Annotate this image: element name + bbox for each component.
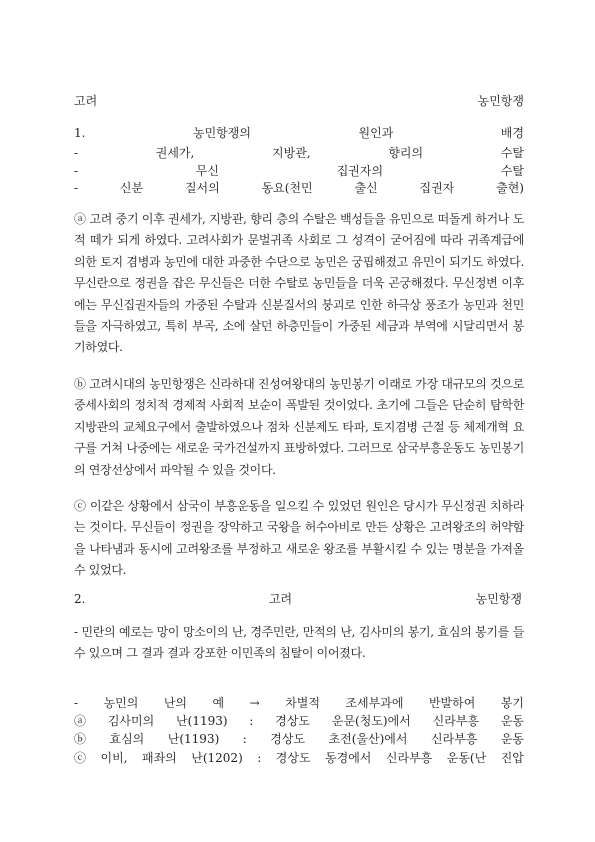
heading-word: 2. bbox=[74, 592, 86, 606]
list-word: 진압 bbox=[500, 751, 524, 765]
bullet-word: 동요(천민 bbox=[261, 181, 313, 195]
header-right: 농민항쟁 bbox=[477, 94, 524, 108]
list-word: : bbox=[242, 732, 247, 746]
list-word: 신라부흥 bbox=[430, 732, 478, 746]
list-word: 운동 bbox=[500, 732, 524, 746]
paragraph-b: ⓑ 고려시대의 농민항쟁은 신라하대 진성여왕대의 농민봉기 이래로 가장 대규모의 것으로 중세사회의 정치적 경제적 사회적 보순이 폭발된 것이었다. 초기에 그들은 단순히 탐학한 지방관의 교체요구에서 출발하였으나 점차 신분제도 타파, 토지겸병 근절 등 체제개혁 요구를 거쳐 나중에는 새로운 국가건설까지 표방하였다. 그러므로 삼국부흥운동도 농민봉기의 연장선상에서 파악될 수 있을 것이다. bbox=[74, 377, 524, 477]
heading-word: 고려 bbox=[268, 592, 293, 606]
list-word: - bbox=[74, 696, 79, 710]
list-word: 패좌의 bbox=[141, 751, 177, 765]
bullet-word: 출신 bbox=[354, 181, 378, 195]
bullet-word: 출현) bbox=[496, 181, 524, 195]
list-word: 신라부흥 bbox=[385, 751, 433, 765]
bullet-item bbox=[74, 164, 524, 178]
bullet-item bbox=[74, 146, 524, 160]
section2-paragraph: - 민란의 예로는 망이 망소이의 난, 경주민란, 만적의 난, 김사미의 봉기, 효심의 봉기를 들 수 있으며 그 결과 결과 강포한 이민족의 침탈이 이어졌다. bbox=[74, 625, 524, 661]
list-word: 경상도 bbox=[275, 751, 311, 765]
list-word: ⓒ bbox=[74, 751, 87, 765]
list-word: 효심의 bbox=[109, 732, 145, 746]
list-word: 경상도 bbox=[275, 714, 311, 728]
list-word: ⓑ bbox=[74, 732, 87, 746]
arrow-icon: → bbox=[249, 696, 260, 710]
list-item bbox=[74, 696, 524, 710]
list-word: 농민의 bbox=[103, 696, 139, 710]
list-word: 조세부과에 bbox=[345, 696, 404, 710]
header-left: 고려 bbox=[74, 94, 98, 108]
list-word: 반발하여 bbox=[428, 696, 476, 710]
list-word: 운동 bbox=[500, 714, 524, 728]
paragraph-a: ⓐ 고려 중기 이후 권세가, 지방관, 향리 층의 수탈은 백성들을 유민으로 떠돌게 하거나 도적 떼가 되게 하였다. 고려사회가 문벌귀족 사회로 그 성격이 굳어짐에 따라 귀족계급에 의한 토지 겸병과 농민에 대한 과중한 수단으로 농민은 궁핍해졌고 유민이 되기도 하였다. 무신란으로 정권을 잡은 무신들은 더한 수탈로 농민들을 더욱 곤궁해졌다. 무신정변 이후에는 무신집권자들의 가중된 수탈과 신분질서의 붕괴로 인한 하극상 풍조가 농민과 천민들을 자극하였고, 특히 부곡, 소에 살던 하층민들이 가중된 세금과 부역에 시달리면서 봉기하였다. bbox=[74, 212, 524, 355]
bullet-word: 무신 bbox=[195, 164, 219, 178]
bullet-word: 신분 bbox=[119, 181, 144, 195]
list-word: ⓐ bbox=[74, 714, 87, 728]
bullet-word: 질서의 bbox=[184, 181, 220, 195]
heading-word: 원인과 bbox=[358, 126, 394, 140]
list-item bbox=[74, 751, 524, 765]
heading-word: 농민항쟁 bbox=[475, 592, 522, 606]
list-word: 동경에서 bbox=[325, 751, 372, 765]
bullet-item bbox=[74, 181, 524, 195]
bullet-word: 집권자의 bbox=[336, 164, 384, 178]
list-word: 예 bbox=[212, 696, 225, 710]
list-word: 난(1193) bbox=[167, 732, 220, 746]
bullet-word: 집권자 bbox=[419, 181, 455, 195]
list-word: 신라부흥 bbox=[432, 714, 479, 728]
bullet-word: 지방관, bbox=[272, 146, 311, 160]
list-word: 난(1193) bbox=[176, 714, 228, 728]
heading-word: 농민항쟁의 bbox=[192, 126, 251, 140]
section2-heading bbox=[74, 592, 522, 606]
list-word: 초전(울산)에서 bbox=[328, 732, 408, 746]
list-word: 봉기 bbox=[500, 696, 524, 710]
section1-heading bbox=[74, 126, 524, 140]
list-word: 차별적 bbox=[285, 696, 320, 710]
heading-word: 배경 bbox=[500, 126, 524, 140]
list-word: 김사미의 bbox=[107, 714, 155, 728]
bullet-word: - bbox=[74, 164, 79, 178]
list-word: 운동(난 bbox=[446, 751, 487, 765]
bullet-word: 수탈 bbox=[500, 164, 524, 178]
list-word: : bbox=[257, 751, 262, 765]
list-word: 운문(청도)에서 bbox=[331, 714, 411, 728]
list-word: : bbox=[249, 714, 254, 728]
heading-word: 1. bbox=[74, 126, 86, 140]
list-item bbox=[74, 714, 524, 728]
bullet-word: 향리의 bbox=[388, 146, 424, 160]
bullet-word: - bbox=[74, 146, 79, 160]
bullet-word: 권세가, bbox=[155, 146, 195, 160]
list-item bbox=[74, 732, 524, 746]
list-word: 경상도 bbox=[270, 732, 306, 746]
list-word: 이비, bbox=[100, 751, 128, 765]
bullet-word: - bbox=[74, 181, 79, 195]
paragraph-c: ⓒ 이같은 상황에서 삼국이 부흥운동을 일으킬 수 있었던 원인은 당시가 무신정권 치하라는 것이다. 무신들이 정권을 장악하고 국왕을 허수아비로 만든 상황은 고려왕조의 허약함을 나타냄과 동시에 고려왕조를 부정하고 새로운 왕조를 부활시킬 수 있는 명분을 가져올 수 있었다. bbox=[74, 499, 524, 578]
bullet-word: 수탈 bbox=[500, 146, 524, 160]
list-word: 난의 bbox=[163, 696, 188, 710]
list-word: 난(1202) bbox=[191, 751, 243, 765]
